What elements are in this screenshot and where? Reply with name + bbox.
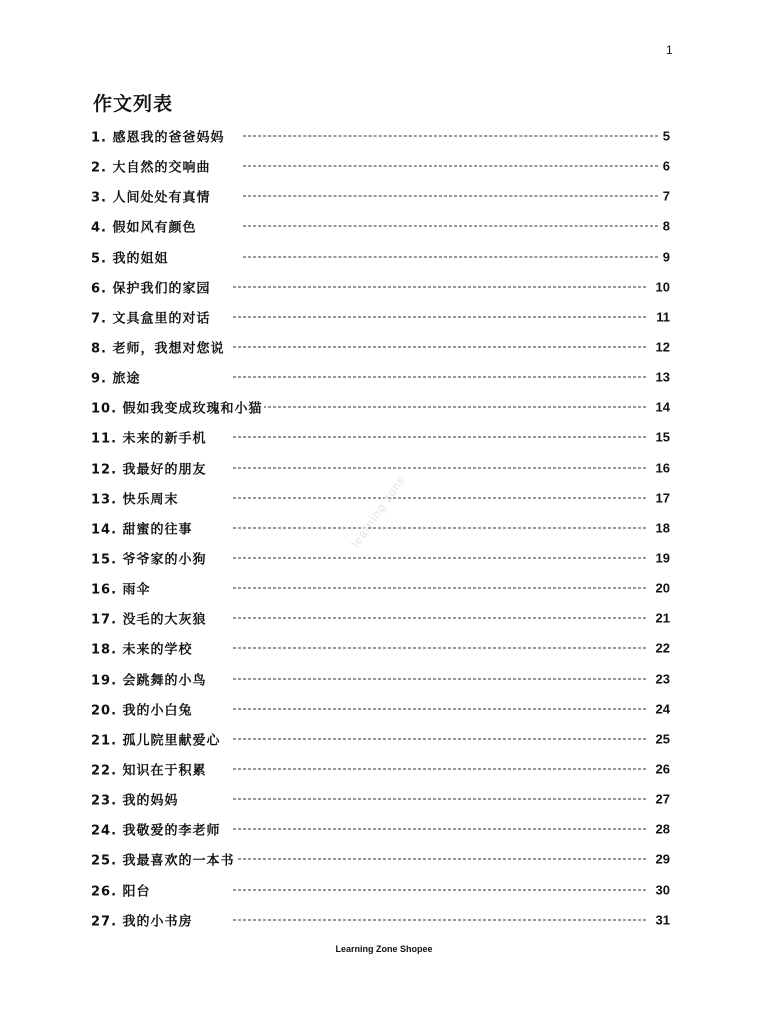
- toc-entry-title: 26. 阳台: [91, 880, 152, 899]
- toc-entry-page: 30: [655, 882, 670, 898]
- toc-entry-title: 12. 我最好的朋友: [91, 458, 208, 477]
- toc-entry-page: 8: [662, 218, 670, 234]
- toc-entry-title: 8. 老师，我想对您说: [91, 338, 226, 357]
- toc-entry-page: 19: [655, 550, 670, 566]
- toc-entry-page: 6: [662, 158, 670, 174]
- toc-entry-title: 19. 会跳舞的小鸟: [91, 669, 208, 688]
- toc-leader-line: [233, 347, 646, 348]
- toc-entry-page: 26: [655, 761, 670, 777]
- toc-leader-line: [233, 558, 646, 559]
- toc-row: [91, 573, 672, 603]
- toc-leader-line: [243, 196, 658, 197]
- toc-entry-title: 4. 假如风有颜色: [91, 217, 198, 236]
- toc-row: [91, 211, 672, 241]
- toc-row: [91, 543, 672, 573]
- toc-entry-title: 10. 假如我变成玫瑰和小猫: [91, 398, 264, 417]
- toc-leader-line: [243, 226, 658, 227]
- toc-leader-line: [233, 407, 646, 408]
- toc-entry-page: 12: [655, 339, 670, 355]
- toc-entry-title: 18. 未来的学校: [91, 639, 194, 658]
- toc-entry-title: 14. 甜蜜的往事: [91, 518, 194, 537]
- toc-entry-title: 17. 没毛的大灰狼: [91, 609, 208, 628]
- toc-leader-line: [233, 648, 646, 649]
- toc-entry-title: 1. 感恩我的爸爸妈妈: [91, 127, 226, 146]
- toc-entry-title: 13. 快乐周末: [91, 488, 180, 507]
- toc-entry-page: 9: [662, 249, 670, 265]
- toc-entry-title: 20. 我的小白兔: [91, 699, 194, 718]
- toc-entry-page: 20: [655, 580, 670, 596]
- toc-leader-line: [233, 286, 646, 287]
- toc-entry-page: 14: [655, 399, 670, 415]
- toc-entry-page: 21: [655, 610, 670, 626]
- toc-entry-title: 22. 知识在于积累: [91, 760, 208, 779]
- toc-row: [91, 392, 672, 422]
- toc-entry-page: 15: [655, 429, 670, 445]
- toc-entry-page: 7: [662, 188, 670, 204]
- toc-row: [91, 844, 672, 874]
- toc-entry-page: 23: [655, 671, 670, 687]
- toc-leader-line: [233, 799, 646, 800]
- toc-row: [91, 875, 672, 905]
- toc-entry-page: 11: [656, 309, 670, 325]
- toc-leader-line: [233, 588, 646, 589]
- toc-row: [91, 362, 672, 392]
- toc-row: [91, 181, 672, 211]
- toc-row: [91, 754, 672, 784]
- toc-entry-page: 5: [662, 128, 670, 144]
- toc-row: [91, 151, 672, 181]
- footer: Learning Zone Shopee: [335, 944, 433, 954]
- toc-leader-line: [233, 769, 646, 770]
- toc-row: [91, 694, 672, 724]
- toc-leader-line: [233, 437, 646, 438]
- toc-row: [91, 724, 672, 754]
- toc-row: [91, 272, 672, 302]
- toc-entry-title: 2. 大自然的交响曲: [91, 157, 212, 176]
- toc-entry-title: 6. 保护我们的家园: [91, 277, 212, 296]
- toc-row: [91, 784, 672, 814]
- watermark: learning zone: [348, 472, 409, 550]
- toc-entry-title: 5. 我的姐姐: [91, 247, 170, 266]
- toc-leader-line: [243, 136, 658, 137]
- toc-leader-line: [233, 708, 646, 709]
- toc-entry-page: 10: [655, 279, 670, 295]
- toc-entry-title: 7. 文具盒里的对话: [91, 307, 212, 326]
- toc-leader-line: [233, 889, 646, 890]
- toc-entry-title: 16. 雨伞: [91, 579, 152, 598]
- table-of-contents: [91, 121, 672, 935]
- toc-row: [91, 332, 672, 362]
- toc-entry-page: 24: [655, 701, 670, 717]
- toc-leader-line: [233, 527, 646, 528]
- toc-entry-page: 22: [655, 640, 670, 656]
- toc-leader-line: [233, 829, 646, 830]
- toc-entry-page: 29: [655, 851, 670, 867]
- toc-leader-line: [233, 618, 646, 619]
- toc-entry-title: 27. 我的小书房: [91, 910, 194, 929]
- page-number: 1: [666, 43, 673, 57]
- toc-entry-page: 28: [655, 821, 670, 837]
- toc-entry-page: 16: [655, 460, 670, 476]
- page-title: 作文列表: [93, 93, 174, 115]
- toc-leader-line: [233, 678, 646, 679]
- toc-entry-page: 31: [655, 912, 670, 928]
- toc-row: [91, 905, 672, 935]
- toc-row: [91, 302, 672, 332]
- toc-entry-title: 24. 我敬爱的李老师: [91, 820, 222, 839]
- toc-entry-title: 15. 爷爷家的小狗: [91, 549, 208, 568]
- toc-entry-title: 9. 旅途: [91, 368, 142, 387]
- toc-row: [91, 664, 672, 694]
- toc-leader-line: [233, 919, 646, 920]
- toc-entry-title: 21. 孤儿院里献爱心: [91, 729, 222, 748]
- toc-entry-page: 27: [655, 791, 670, 807]
- toc-entry-title: 23. 我的妈妈: [91, 790, 180, 809]
- toc-leader-line: [243, 166, 658, 167]
- toc-row: [91, 603, 672, 633]
- toc-entry-page: 17: [655, 490, 670, 506]
- toc-leader-line: [233, 316, 646, 317]
- toc-row: [91, 453, 672, 483]
- toc-row: [91, 422, 672, 452]
- toc-leader-line: [233, 377, 646, 378]
- toc-leader-line: [233, 467, 646, 468]
- toc-row: [91, 633, 672, 663]
- toc-row: [91, 121, 672, 151]
- toc-leader-line: [233, 738, 646, 739]
- toc-row: [91, 814, 672, 844]
- toc-entry-page: 18: [655, 520, 670, 536]
- toc-entry-page: 13: [655, 369, 670, 385]
- toc-leader-line: [233, 859, 646, 860]
- toc-leader-line: [233, 497, 646, 498]
- toc-entry-title: 11. 未来的新手机: [91, 428, 208, 447]
- toc-entry-title: 25. 我最喜欢的一本书: [91, 850, 236, 869]
- toc-row: [91, 242, 672, 272]
- toc-leader-line: [243, 256, 658, 257]
- toc-entry-page: 25: [655, 731, 670, 747]
- toc-entry-title: 3. 人间处处有真情: [91, 187, 212, 206]
